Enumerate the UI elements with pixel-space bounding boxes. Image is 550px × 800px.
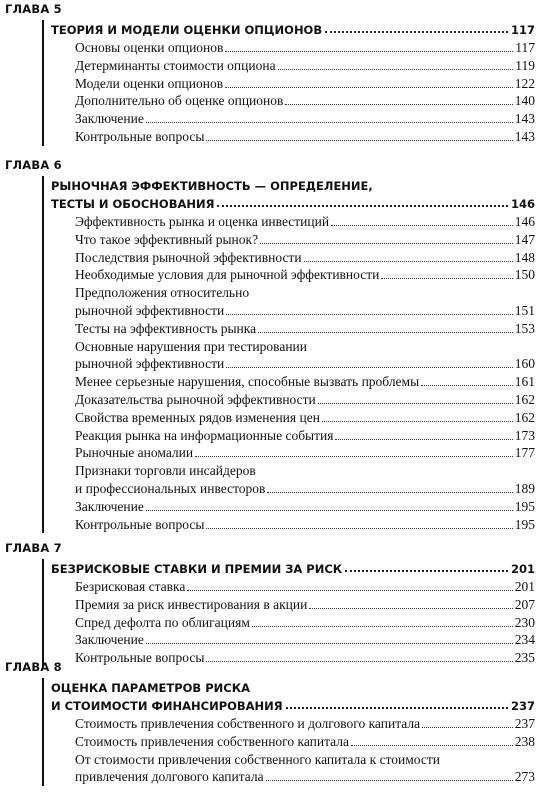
- chapter-title-line: [51, 677, 535, 695]
- page-number: 234: [514, 632, 535, 648]
- chapter-label: ГЛАВА 8: [5, 660, 62, 674]
- dot-leader: [285, 104, 512, 105]
- toc-entry[interactable]: [75, 516, 535, 533]
- page-number: 273: [514, 769, 535, 785]
- toc-entry-text: Свойства временных рядов изменения цен: [75, 409, 320, 425]
- toc-entry-text: Премия за риск инвестирования в акции: [75, 596, 308, 612]
- toc-entry-text: Заключение: [75, 111, 144, 127]
- toc-entry[interactable]: [75, 302, 535, 319]
- chapter-label: ГЛАВА 5: [5, 2, 62, 16]
- toc-entry[interactable]: [75, 391, 535, 408]
- page-number: 207: [514, 596, 535, 612]
- dot-leader: [322, 421, 513, 422]
- dot-leader: [331, 225, 513, 226]
- dot-leader: [206, 140, 512, 141]
- toc-entry[interactable]: [75, 715, 535, 732]
- toc-entry-text: Стоимость привлечения собственного и долгового капитала: [75, 716, 421, 731]
- toc-entry[interactable]: [75, 578, 535, 595]
- dot-leader: [266, 780, 513, 781]
- page-number: 177: [514, 445, 535, 461]
- toc-entry[interactable]: [75, 614, 535, 631]
- toc-entry[interactable]: [75, 427, 535, 444]
- toc-entry-text: Стоимость привлечения собственного капитала: [75, 733, 350, 749]
- toc-entry[interactable]: [75, 320, 535, 337]
- dot-leader: [421, 385, 513, 386]
- toc-entry[interactable]: [75, 480, 535, 497]
- dot-leader: [278, 69, 514, 70]
- toc-entry-text: Спред дефолта по облигациям: [75, 614, 250, 630]
- chapter-title[interactable]: [51, 558, 535, 576]
- dot-leader: [345, 570, 508, 572]
- toc-entry[interactable]: [75, 57, 535, 74]
- page-number: 148: [514, 249, 535, 265]
- toc-entry-text: Контрольные вопросы: [75, 516, 205, 532]
- page-number: 189: [514, 481, 535, 496]
- toc-entry-text: Контрольные вопросы: [75, 650, 205, 666]
- dot-leader: [146, 643, 513, 644]
- toc-entry[interactable]: [75, 92, 535, 109]
- chapter-vertical-rule: [42, 678, 44, 786]
- toc-entry[interactable]: [75, 768, 535, 785]
- toc-entry-line: Признаки торговли инсайдеров: [75, 463, 256, 479]
- dot-leader: [351, 745, 513, 746]
- toc-entry-line: Основные нарушения при тестировании: [75, 338, 307, 354]
- toc-entry[interactable]: [75, 75, 535, 92]
- toc-entry-text: Последствия рыночной эффективности: [75, 249, 302, 265]
- dot-leader: [206, 661, 512, 662]
- chapter-title-text: ТЕСТЫ И ОБОСНОВАНИЯ: [51, 197, 215, 211]
- page-number: 237: [514, 716, 535, 731]
- toc-entry[interactable]: [75, 596, 535, 613]
- toc-entry-text: Дополнительно об оценке опционов: [75, 93, 284, 109]
- dot-leader: [195, 456, 513, 457]
- dot-leader: [187, 590, 512, 591]
- dot-leader: [225, 51, 513, 52]
- page-number: 150: [514, 267, 535, 283]
- chapter-title[interactable]: [51, 193, 535, 211]
- dot-leader: [226, 314, 513, 315]
- page-number: 147: [514, 231, 535, 247]
- toc-entry-text: Эффективность рынка и оценка инвестиций: [75, 214, 330, 229]
- dot-leader: [325, 31, 508, 33]
- toc-entry-text: Модели оценки опционов: [75, 75, 224, 91]
- page-number: 237: [510, 699, 535, 713]
- toc-entry[interactable]: [75, 444, 535, 461]
- toc-entry-text: Рыночные аномалии: [75, 445, 194, 461]
- toc-entry[interactable]: [75, 498, 535, 515]
- page-number: 162: [514, 392, 535, 407]
- toc-entry-text: Контрольные вопросы: [75, 129, 205, 144]
- toc-entry-text: Детерминанты стоимости опциона: [75, 57, 276, 73]
- dot-leader: [309, 608, 512, 609]
- chapter-vertical-rule: [42, 559, 44, 667]
- page-number: 117: [515, 40, 535, 55]
- toc-entry-text: рыночной эффективности: [75, 303, 225, 318]
- page-number: 195: [514, 498, 535, 514]
- toc-entry-text: Основы оценки опционов: [75, 40, 224, 55]
- page-number: 153: [514, 320, 535, 336]
- chapter-title-line: [51, 175, 535, 193]
- page-number: 160: [514, 356, 535, 372]
- toc-entry-line: Предположения относительно: [75, 285, 250, 301]
- page-number: 146: [510, 197, 535, 211]
- toc-entry[interactable]: [75, 266, 535, 283]
- dot-leader: [252, 626, 513, 627]
- toc-entry-text: Заключение: [75, 498, 144, 514]
- toc-entry[interactable]: [75, 231, 535, 248]
- page-number: 146: [514, 214, 535, 229]
- chapter-title[interactable]: [51, 695, 535, 713]
- page-number: 230: [514, 614, 535, 630]
- chapter-title-text: И СТОИМОСТИ ФИНАНСИРОВАНИЯ: [51, 699, 283, 713]
- page-number: 119: [515, 57, 535, 73]
- page-number: 201: [510, 562, 535, 576]
- toc-entry[interactable]: [75, 110, 535, 127]
- page-number: 161: [514, 374, 535, 390]
- toc-entry-text: Что такое эффективный рынок?: [75, 231, 259, 247]
- page-number: 143: [514, 111, 535, 127]
- chapter-label: ГЛАВА 7: [5, 541, 62, 555]
- page-number: 140: [514, 93, 535, 109]
- chapter-title-text: БЕЗРИСКОВЫЕ СТАВКИ И ПРЕМИИ ЗА РИСК: [51, 562, 343, 576]
- dot-leader: [422, 727, 513, 728]
- dot-leader: [304, 261, 513, 262]
- toc-entry[interactable]: [75, 631, 535, 648]
- dot-leader: [258, 332, 513, 333]
- chapter-vertical-rule: [42, 176, 44, 533]
- toc-entry[interactable]: [75, 249, 535, 266]
- toc-entry-text: Тесты на эффективность рынка: [75, 320, 257, 336]
- dot-leader: [286, 707, 508, 709]
- toc-entry-text: Доказательства рыночной эффективности: [75, 392, 316, 407]
- toc-entry[interactable]: [75, 39, 535, 56]
- page-number: 238: [514, 733, 535, 749]
- page-number: 162: [514, 409, 535, 425]
- chapter-title-text: ТЕОРИЯ И МОДЕЛИ ОЦЕНКИ ОПЦИОНОВ: [51, 23, 323, 37]
- toc-entry-text: Безрисковая ставка: [75, 579, 186, 594]
- chapter-label: ГЛАВА 6: [5, 158, 62, 172]
- chapter-vertical-rule: [42, 20, 44, 146]
- toc-entry[interactable]: [75, 409, 535, 426]
- toc-entry-text: и профессиональных инвесторов: [75, 481, 266, 496]
- toc-entry-text: привлечения долгового капитала: [75, 769, 264, 785]
- toc-entry[interactable]: [75, 733, 535, 750]
- chapter-title[interactable]: [51, 19, 535, 37]
- toc-entry-text: рыночной эффективности: [75, 356, 225, 372]
- toc-entry-text: Заключение: [75, 632, 144, 648]
- page-number: 122: [514, 75, 535, 91]
- toc-entry[interactable]: [75, 355, 535, 372]
- dot-leader: [146, 122, 513, 123]
- toc-entry-text: Реакция рынка на информационные события: [75, 427, 334, 443]
- page-number: 195: [514, 516, 535, 532]
- toc-entry-text: Менее серьезные нарушения, способные вызвать проблемы: [75, 374, 420, 390]
- toc-entry-line: От стоимости привлечения собственного капитала к стоимости: [75, 751, 441, 767]
- dot-leader: [225, 87, 513, 88]
- dot-leader: [226, 367, 513, 368]
- dot-leader: [267, 492, 512, 493]
- toc-entry-text: Необходимые условия для рыночной эффективности: [75, 267, 380, 283]
- chapter-title-text: ОЦЕНКА ПАРАМЕТРОВ РИСКА: [51, 681, 250, 695]
- page-number: 173: [514, 427, 535, 443]
- dot-leader: [381, 278, 512, 279]
- page-number: 143: [514, 129, 535, 144]
- toc-entry[interactable]: [75, 649, 535, 666]
- page-number: 235: [514, 650, 535, 666]
- toc-entry[interactable]: [75, 213, 535, 230]
- page-number: 151: [514, 303, 535, 318]
- dot-leader: [146, 510, 513, 511]
- dot-leader: [206, 528, 512, 529]
- dot-leader: [335, 439, 512, 440]
- chapter-title-text: РЫНОЧНАЯ ЭФФЕКТИВНОСТЬ — ОПРЕДЕЛЕНИЕ,: [51, 179, 373, 193]
- toc-entry[interactable]: [75, 373, 535, 390]
- page-number: 201: [514, 579, 535, 594]
- toc-entry[interactable]: [75, 128, 535, 145]
- dot-leader: [217, 205, 508, 207]
- dot-leader: [318, 403, 513, 404]
- dot-leader: [260, 243, 513, 244]
- page-number: 117: [510, 23, 535, 37]
